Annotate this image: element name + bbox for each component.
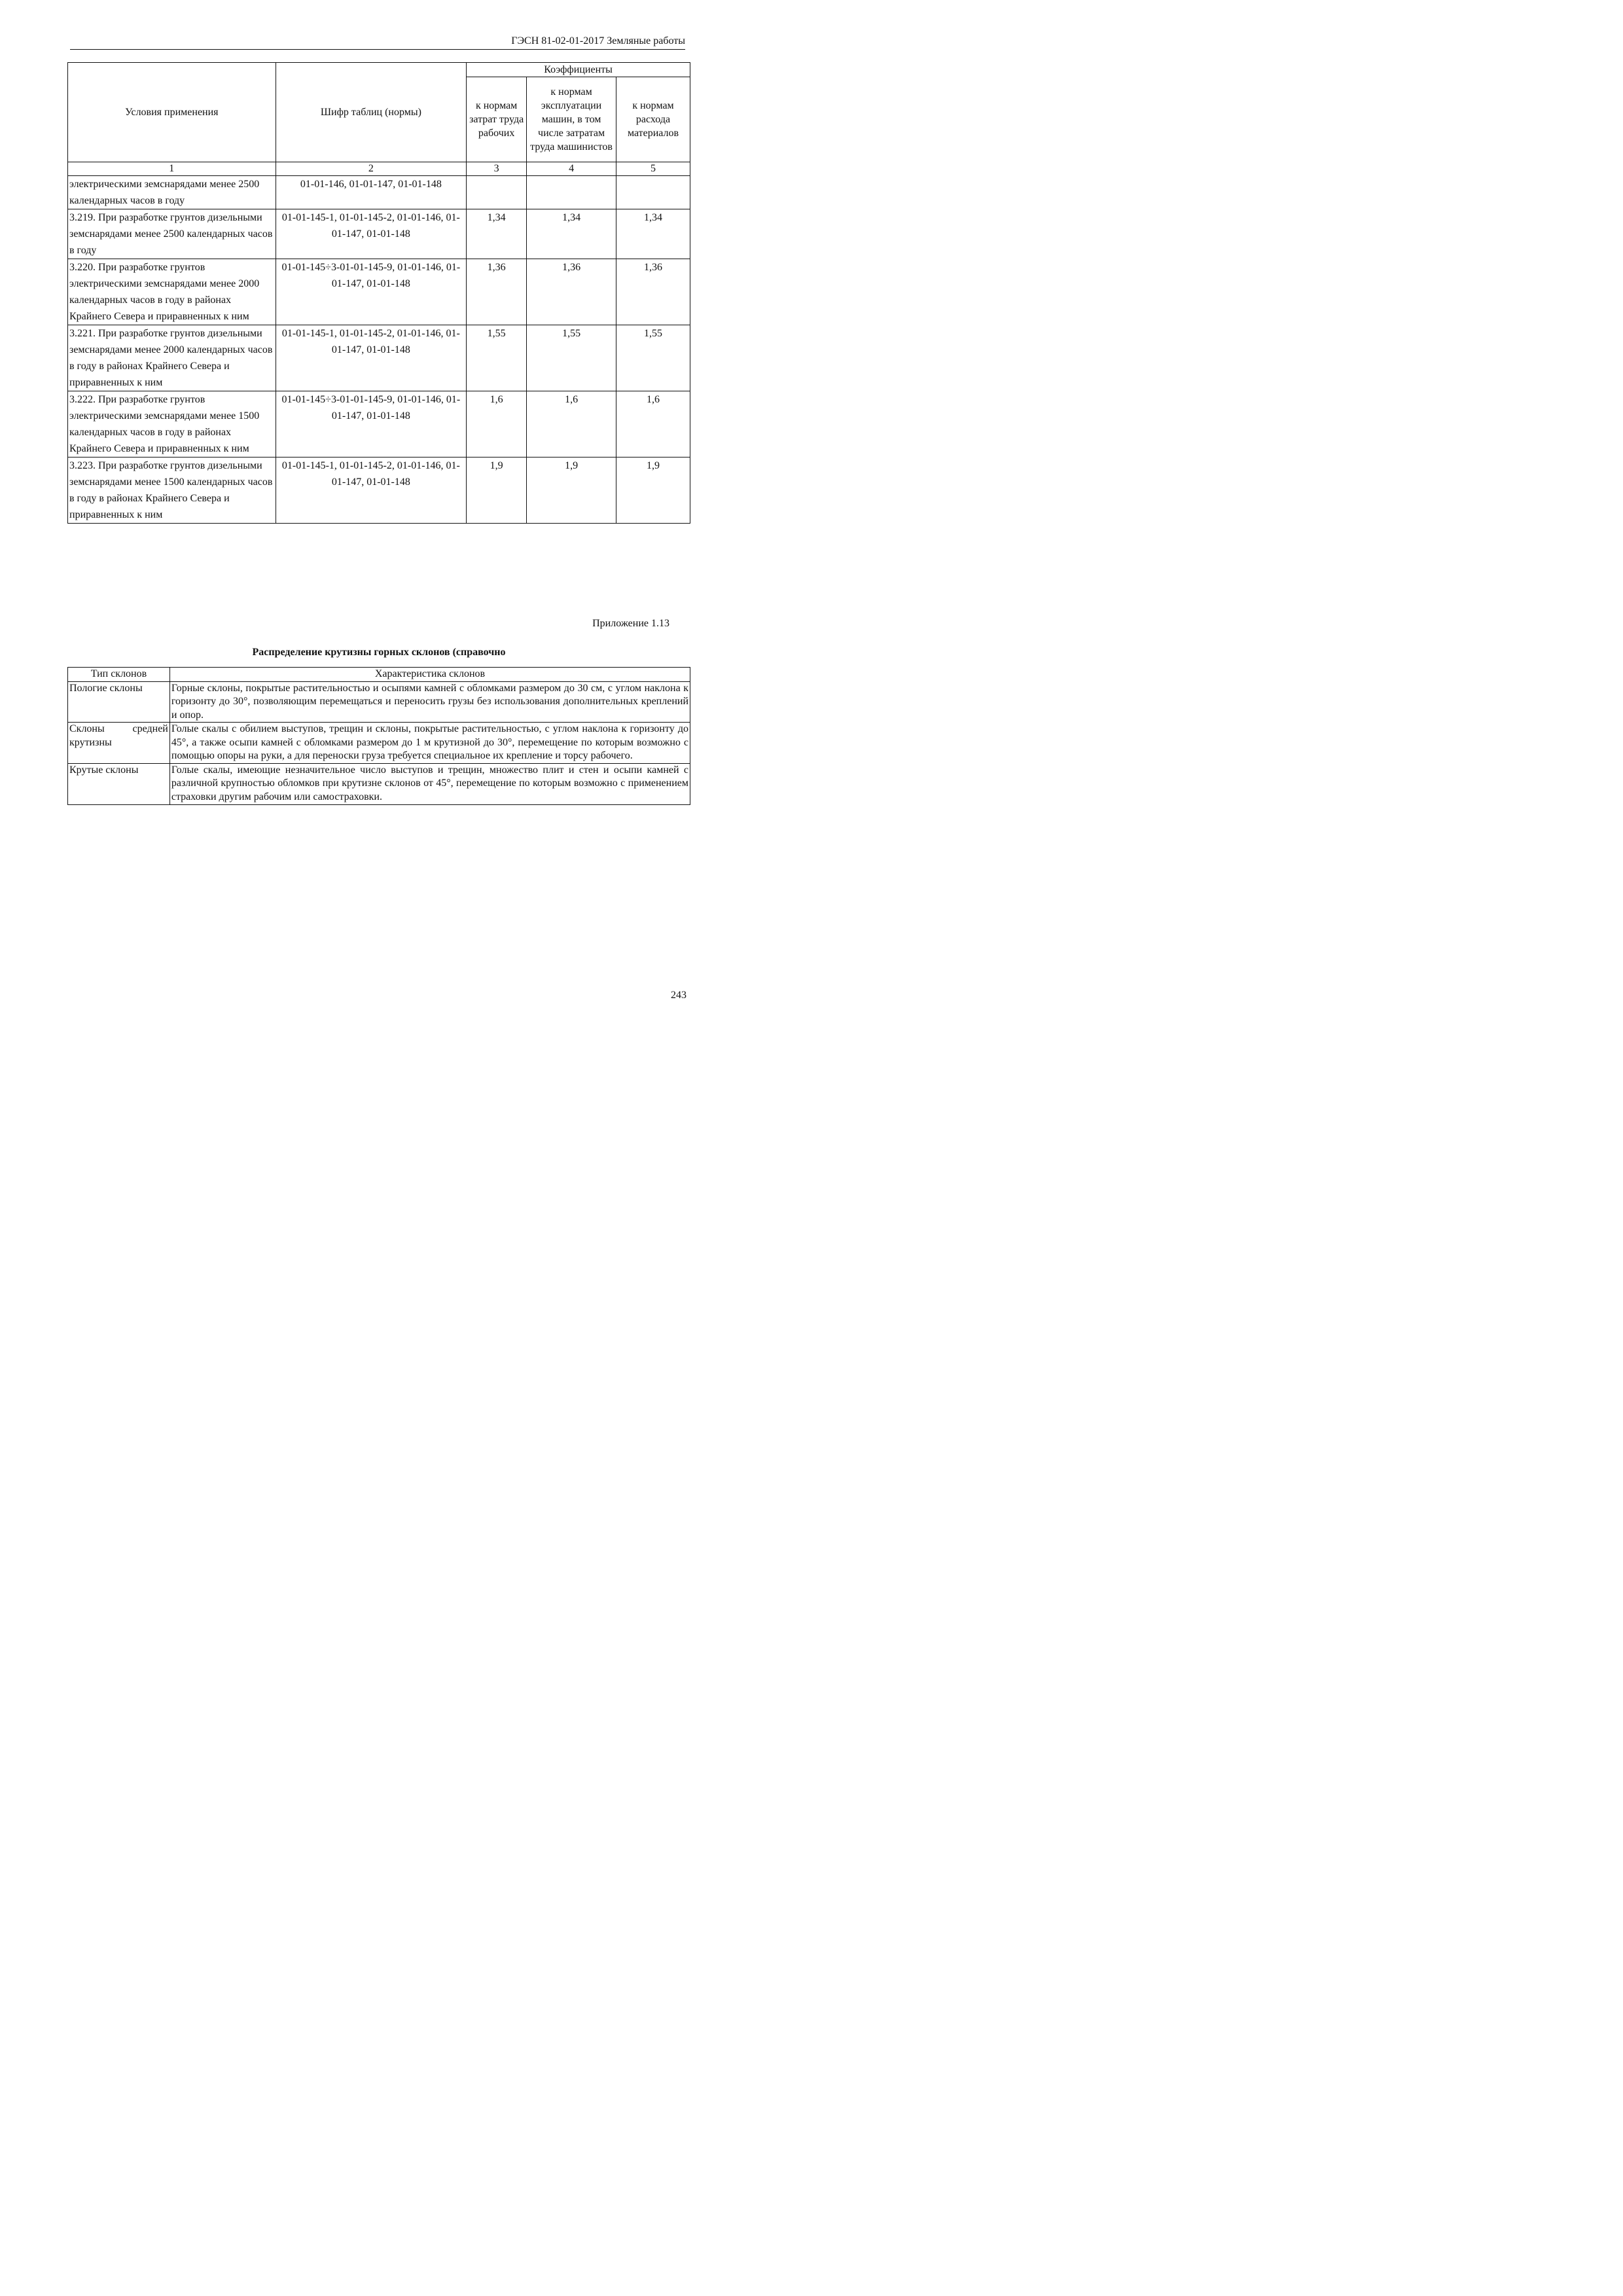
column-number: 3 xyxy=(467,162,527,176)
document-title: ГЭСН 81-02-01-2017 Земляные работы xyxy=(511,35,685,46)
row-labor-coef: 1,36 xyxy=(467,259,527,325)
header-slope-type: Тип склонов xyxy=(68,668,170,682)
table-row xyxy=(68,457,690,524)
row-machines-coef: 1,9 xyxy=(527,457,616,524)
appendix-label: Приложение 1.13 xyxy=(592,618,669,629)
row-materials-coef: 1,36 xyxy=(616,259,690,325)
row-labor-coef: 1,55 xyxy=(467,325,527,391)
section-title: Распределение крутизны горных склонов (справочно xyxy=(252,647,506,658)
row-machines-coef: 1,36 xyxy=(527,259,616,325)
row-labor-coef: 1,6 xyxy=(467,391,527,457)
row-code: 01-01-145-1, 01-01-145-2, 01-01-146, 01-01-147, 01-01-148 xyxy=(276,209,467,259)
column-number: 4 xyxy=(527,162,616,176)
row-code: 01-01-145÷3-01-01-145-9, 01-01-146, 01-01-147, 01-01-148 xyxy=(276,259,467,325)
row-conditions: 3.221. При разработке грунтов дизельными земснарядами менее 2000 календарных часов в году в районах Крайнего Севера и приравненных к ним xyxy=(68,325,276,391)
header-labor: к нормам затрат труда рабочих xyxy=(467,77,527,162)
row-code: 01-01-145÷3-01-01-145-9, 01-01-146, 01-01-147, 01-01-148 xyxy=(276,391,467,457)
row-machines-coef: 1,55 xyxy=(527,325,616,391)
table-row xyxy=(68,681,690,723)
slope-type: Пологие склоны xyxy=(68,681,170,723)
row-materials-coef: 1,55 xyxy=(616,325,690,391)
table-row xyxy=(68,325,690,391)
row-conditions: 3.223. При разработке грунтов дизельными земснарядами менее 1500 календарных часов в году в районах Крайнего Севера и приравненных к ним xyxy=(68,457,276,524)
header-machines: к нормам эксплуатации машин, в том числе затратам труда машинистов xyxy=(527,77,616,162)
column-number-row xyxy=(68,162,690,176)
row-code: 01-01-145-1, 01-01-145-2, 01-01-146, 01-01-147, 01-01-148 xyxy=(276,325,467,391)
slope-description: Голые скалы с обилием выступов, трещин и склоны, покрытые растительностью, с углом наклона к горизонту до 45°, а также осыпи камней с обломками размером до 1 м крутизной до 30°, перемещение по которым возможно с помощью опоры на руки, а для переноски груза требуется специальное их крепление и торсу рабочего. xyxy=(169,723,690,764)
row-materials-coef: 1,6 xyxy=(616,391,690,457)
row-code: 01-01-146, 01-01-147, 01-01-148 xyxy=(276,176,467,209)
row-materials-coef: 1,9 xyxy=(616,457,690,524)
table-row xyxy=(68,763,690,804)
slope-description: Голые скалы, имеющие незначительное число выступов и трещин, множество плит и стен и осыпи камней с различной крупностью обломков при крутизне склонов от 45°, перемещение по которым возможно с применением страховки другим рабочим или самостраховки. xyxy=(169,763,690,804)
table-row xyxy=(68,723,690,764)
column-number: 5 xyxy=(616,162,690,176)
header-conditions: Условия применения xyxy=(68,63,276,162)
row-labor-coef: 1,34 xyxy=(467,209,527,259)
slope-description: Горные склоны, покрытые растительностью и осыпями камней с обломками размером до 30 см, с углом наклона к горизонту до 30°, позволяющим перемещаться и переносить грузы без использования дополнительных креплений и опор. xyxy=(169,681,690,723)
row-machines-coef: 1,6 xyxy=(527,391,616,457)
row-machines-coef: 1,34 xyxy=(527,209,616,259)
column-number: 2 xyxy=(276,162,467,176)
row-machines-coef xyxy=(527,176,616,209)
row-conditions: 3.222. При разработке грунтов электрическими земснарядами менее 1500 календарных часов в году в районах Крайнего Севера и приравненных к ним xyxy=(68,391,276,457)
row-conditions: 3.219. При разработке грунтов дизельными земснарядами менее 2500 календарных часов в году xyxy=(68,209,276,259)
header-slope-characteristic: Характеристика склонов xyxy=(169,668,690,682)
page-number: 243 xyxy=(671,990,687,1001)
row-labor-coef: 1,9 xyxy=(467,457,527,524)
row-conditions: электрическими земснарядами менее 2500 календарных часов в году xyxy=(68,176,276,209)
row-materials-coef: 1,34 xyxy=(616,209,690,259)
coefficients-table xyxy=(67,62,690,524)
row-conditions: 3.220. При разработке грунтов электрическими земснарядами менее 2000 календарных часов в году в районах Крайнего Севера и приравненных к ним xyxy=(68,259,276,325)
column-number: 1 xyxy=(68,162,276,176)
header-coefficients: Коэффициенты xyxy=(467,63,690,77)
row-code: 01-01-145-1, 01-01-145-2, 01-01-146, 01-01-147, 01-01-148 xyxy=(276,457,467,524)
header-materials: к нормам расхода материалов xyxy=(616,77,690,162)
row-labor-coef xyxy=(467,176,527,209)
table-row xyxy=(68,391,690,457)
table-row xyxy=(68,176,690,209)
header-code: Шифр таблиц (нормы) xyxy=(276,63,467,162)
slope-type: Склоны средней крутизны xyxy=(68,723,170,764)
page-header xyxy=(70,34,685,50)
row-materials-coef xyxy=(616,176,690,209)
table-row xyxy=(68,259,690,325)
slopes-table xyxy=(67,667,690,805)
slope-type: Крутые склоны xyxy=(68,763,170,804)
table-row xyxy=(68,209,690,259)
